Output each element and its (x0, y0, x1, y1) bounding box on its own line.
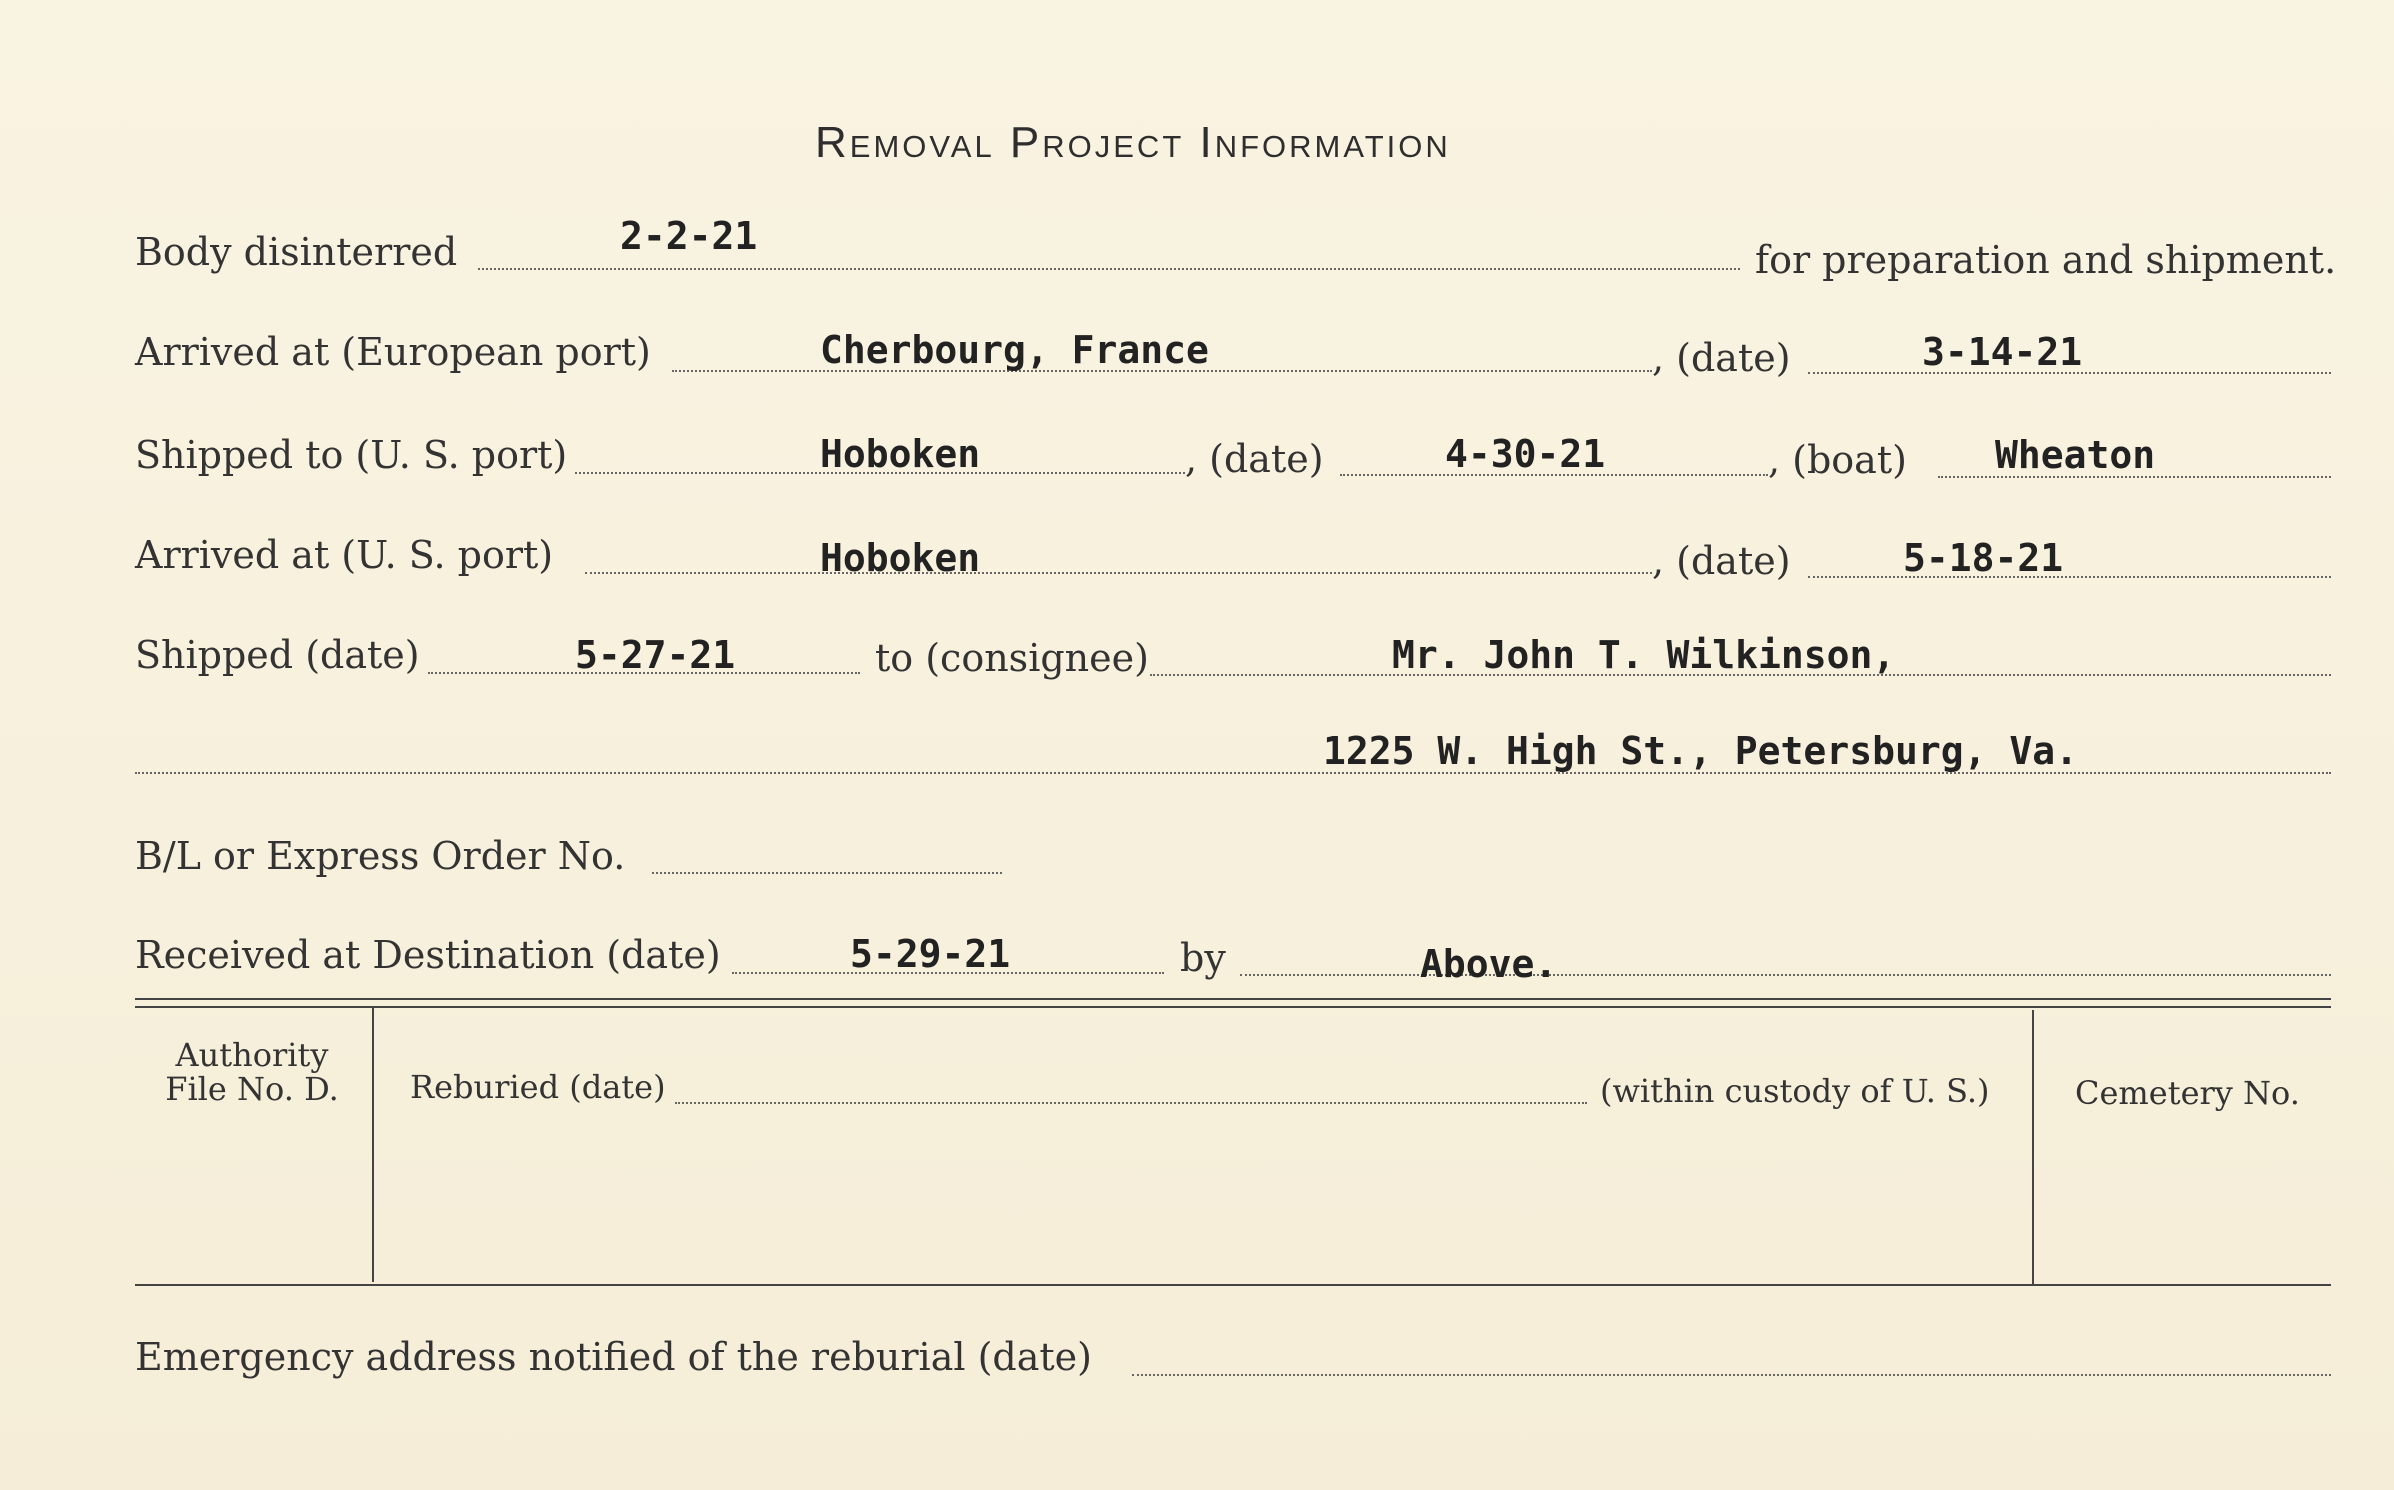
reburied-label: Reburied (date) (410, 1068, 666, 1106)
reburied-line (675, 1102, 1587, 1104)
box-divider-left (372, 1008, 374, 1282)
arrived-us-port: Hoboken (820, 536, 981, 580)
shipped-us-port: Hoboken (820, 432, 981, 476)
arrived-us-date: 5-18-21 (1903, 536, 2064, 580)
received-by-value: Above. (1420, 942, 1558, 986)
arrived-european-port: Cherbourg, France (820, 328, 1209, 372)
box-top-rule-2 (135, 1006, 2331, 1008)
card-title: Removal Project Information (815, 118, 1451, 167)
shipped-us-boat: Wheaton (1995, 433, 2156, 477)
arrived-us-line (585, 572, 1652, 574)
shipped-date-label: Shipped (date) (135, 633, 420, 677)
received-by-label: by (1180, 936, 1226, 980)
arrived-us-date-line (1808, 576, 2331, 578)
shipped-us-boat-label: , (boat) (1768, 438, 1907, 482)
shipped-date-value: 5-27-21 (575, 633, 736, 677)
consignee-value: Mr. John T. Wilkinson, (1392, 633, 1896, 677)
arrived-european-date: 3-14-21 (1922, 330, 2083, 374)
shipped-us-date: 4-30-21 (1445, 432, 1606, 476)
box-bottom-rule (135, 1284, 2331, 1286)
arrived-us-date-label: , (date) (1652, 539, 1791, 583)
arrived-european-date-label: , (date) (1652, 336, 1791, 380)
box-top-rule-1 (135, 998, 2331, 1000)
arrived-us-label: Arrived at (U. S. port) (135, 533, 554, 577)
consignee-label: to (consignee) (875, 636, 1149, 680)
body-disinterred-value: 2-2-21 (620, 214, 758, 258)
cemetery-label: Cemetery No. (2075, 1074, 2300, 1112)
box-divider-right (2032, 1010, 2034, 1286)
received-date: 5-29-21 (850, 932, 1011, 976)
body-disinterred-label: Body disinterred (135, 230, 458, 274)
authority-label-line1: Authority (175, 1036, 329, 1074)
received-by-line (1240, 974, 2331, 976)
bl-line (652, 872, 1002, 874)
consignee-address: 1225 W. High St., Petersburg, Va. (1323, 729, 2078, 773)
received-label: Received at Destination (date) (135, 933, 721, 977)
shipped-us-date-label: , (date) (1185, 437, 1324, 481)
custody-label: (within custody of U. S.) (1600, 1072, 1990, 1110)
body-disinterred-suffix: for preparation and shipment. (1755, 238, 2337, 282)
bl-label: B/L or Express Order No. (135, 834, 626, 878)
authority-label-line2: File No. D. (165, 1070, 339, 1108)
body-disinterred-line (478, 268, 1740, 270)
emergency-label: Emergency address notified of the reburial (date) (135, 1335, 1092, 1379)
emergency-line (1132, 1374, 2331, 1376)
shipped-us-label: Shipped to (U. S. port) (135, 433, 568, 477)
arrived-european-label: Arrived at (European port) (135, 330, 651, 374)
